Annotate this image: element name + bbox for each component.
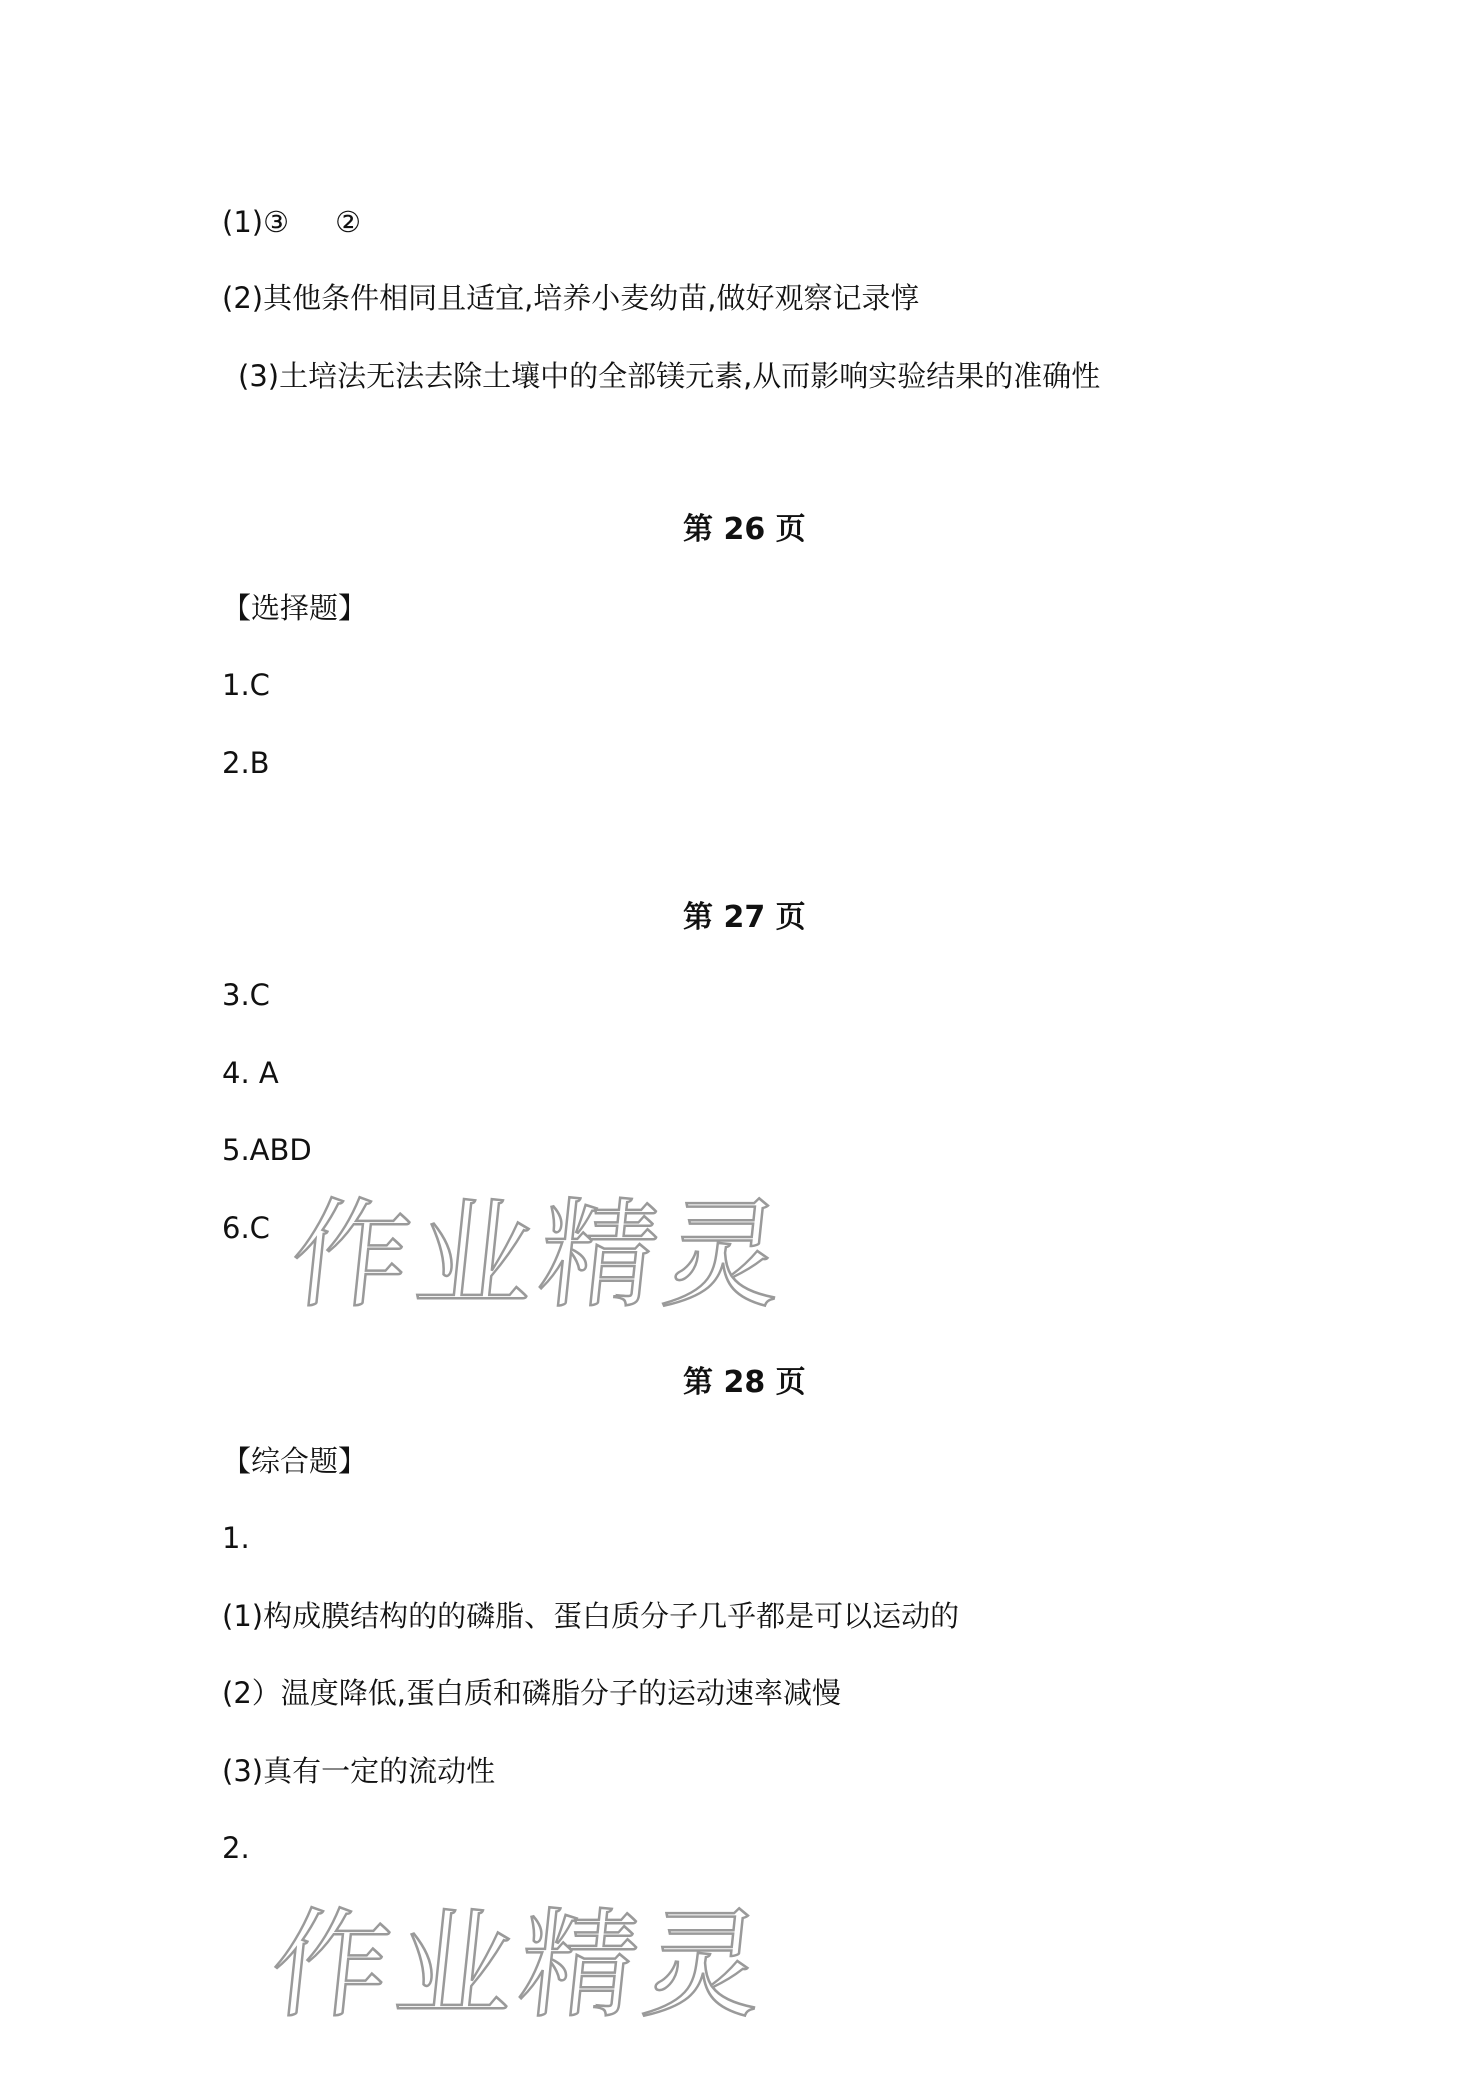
section-label: 【综合题】 [222, 1444, 368, 1478]
section-label: 【选择题】 [222, 591, 368, 625]
answer-line: (3)土培法无法去除土壤中的全部镁元素,从而影响实验结果的准确性 [238, 359, 1101, 393]
answer-line: (2)其他条件相同且适宜,培养小麦幼苗,做好观察记录惇 [222, 281, 920, 315]
answer-line: 1.C [222, 668, 270, 702]
page-heading: 第 27 页 [683, 900, 806, 935]
answer-line: 5.ABD [222, 1133, 312, 1167]
watermark-logo: 作业精灵 [264, 1896, 776, 2034]
answer-line: 3.C [222, 978, 270, 1012]
page-heading: 第 26 页 [683, 512, 806, 547]
answer-line: 2. [222, 1831, 250, 1865]
answer-line: 2.B [222, 746, 270, 780]
answer-line: (1)③ ② [222, 205, 362, 239]
answer-line: (2）温度降低,蛋白质和磷脂分子的运动速率减慢 [222, 1676, 841, 1710]
answer-line: 6.C [222, 1211, 270, 1245]
answer-line: (1)构成膜结构的的磷脂、蛋白质分子几乎都是可以运动的 [222, 1599, 960, 1633]
answer-line: (3)真有一定的流动性 [222, 1754, 496, 1788]
page-heading: 第 28 页 [683, 1365, 806, 1400]
watermark-logo: 作业精灵 [284, 1186, 796, 1324]
answer-line: 4. A [222, 1056, 279, 1090]
answer-line: 1. [222, 1521, 250, 1555]
